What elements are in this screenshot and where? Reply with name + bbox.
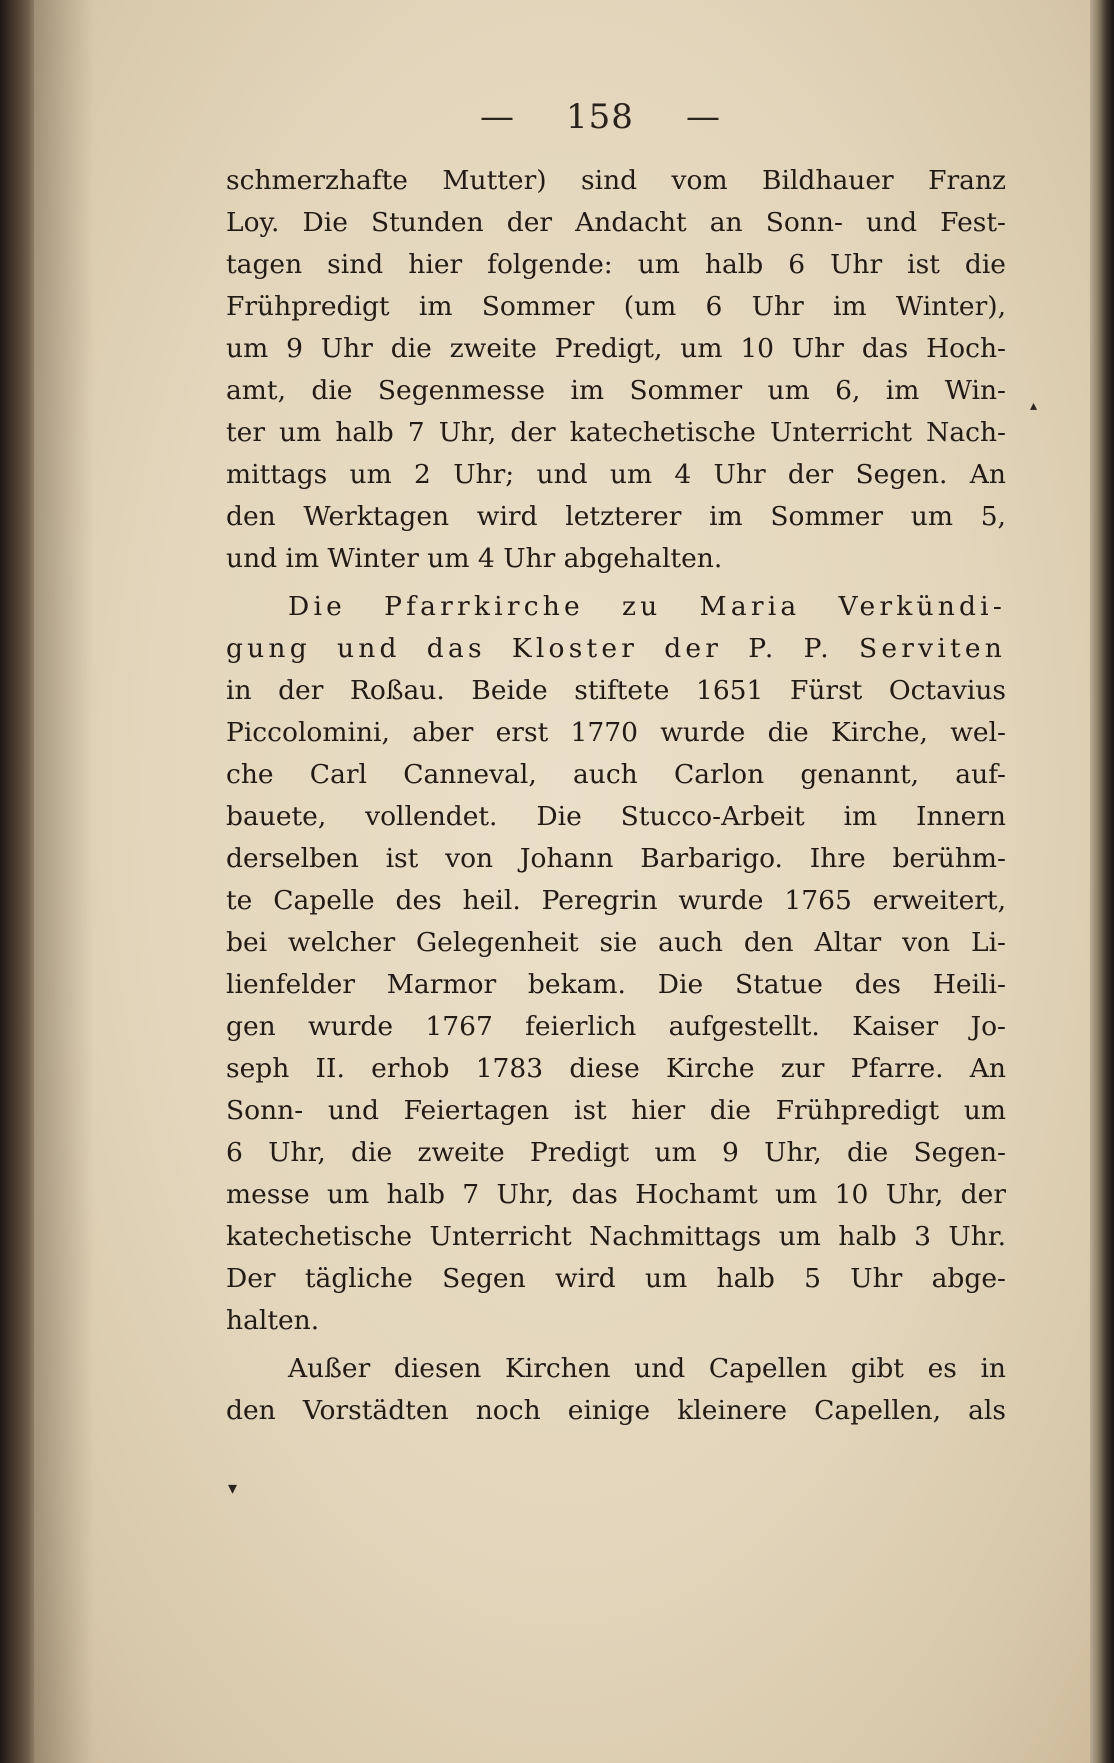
text-line: Der tägliche Segen wird um halb 5 Uhr abge-: [226, 1263, 1006, 1294]
gutter-shadow: [34, 0, 94, 1763]
text-line: den Vorstädten noch einige kleinere Capellen, als: [226, 1395, 1006, 1426]
text-line: Frühpredigt im Sommer (um 6 Uhr im Winter),: [226, 291, 1006, 322]
text-line: Außer diesen Kirchen und Capellen gibt es in: [288, 1353, 1006, 1384]
text-line: seph II. erhob 1783 diese Kirche zur Pfarre. An: [226, 1053, 1006, 1084]
text-line: den Werktagen wird letzterer im Sommer um 5,: [226, 501, 1006, 532]
text-line: mittags um 2 Uhr; und um 4 Uhr der Segen. An: [226, 459, 1006, 490]
text-line: halten.: [226, 1305, 320, 1336]
paragraph-2: [226, 586, 1006, 1342]
text-line: um 9 Uhr die zweite Predigt, um 10 Uhr das Hoch-: [226, 333, 1006, 364]
text-line: gen wurde 1767 feierlich aufgestellt. Kaiser Jo-: [226, 1011, 1006, 1042]
text-line: und im Winter um 4 Uhr abgehalten.: [226, 543, 723, 574]
text-line: in der Roßau. Beide stiftete 1651 Fürst Octavius: [226, 675, 1006, 706]
text-line: te Capelle des heil. Peregrin wurde 1765 erweitert,: [226, 885, 1006, 916]
text-line: Die Pfarrkirche zu Maria Verkündi-: [288, 591, 1006, 622]
text-line: gung und das Kloster der P. P. Serviten: [226, 633, 1006, 664]
text-line: Sonn- und Feiertagen ist hier die Frühpredigt um: [226, 1095, 1006, 1126]
text-line: ter um halb 7 Uhr, der katechetische Unterricht Nach-: [226, 417, 1006, 448]
header-dash-right: —: [686, 97, 720, 137]
text-line: che Carl Canneval, auch Carlon genannt, auf-: [226, 759, 1006, 790]
body-text: [226, 160, 1006, 1432]
paragraph-3: [226, 1348, 1006, 1432]
paragraph-1: [226, 160, 1006, 580]
text-line: bauete, vollendet. Die Stucco-Arbeit im Innern: [226, 801, 1006, 832]
page-header: [480, 92, 720, 142]
text-line: schmerzhafte Mutter) sind vom Bildhauer Franz: [226, 165, 1006, 196]
text-line: derselben ist von Johann Barbarigo. Ihre berühm-: [226, 843, 1006, 874]
text-line: Piccolomini, aber erst 1770 wurde die Kirche, wel-: [226, 717, 1006, 748]
book-spine-edge: [0, 0, 34, 1763]
text-line: 6 Uhr, die zweite Predigt um 9 Uhr, die Segen-: [226, 1137, 1006, 1168]
text-line: Loy. Die Stunden der Andacht an Sonn- und Fest-: [226, 207, 1006, 238]
print-speck-mark: ▴: [1030, 398, 1038, 414]
text-line: lienfelder Marmor bekam. Die Statue des Heili-: [226, 969, 1006, 1000]
text-line: messe um halb 7 Uhr, das Hochamt um 10 Uhr, der: [226, 1179, 1006, 1210]
header-dash-left: —: [480, 97, 514, 137]
text-line: amt, die Segenmesse im Sommer um 6, im Win-: [226, 375, 1006, 406]
text-line: bei welcher Gelegenheit sie auch den Altar von Li-: [226, 927, 1006, 958]
page-number: 158: [566, 97, 634, 137]
text-line: tagen sind hier folgende: um halb 6 Uhr ist die: [226, 249, 1006, 280]
text-line: katechetische Unterricht Nachmittags um halb 3 Uhr.: [226, 1221, 1006, 1252]
print-speck-mark: ▾: [228, 1478, 238, 1499]
page-edge-right: [1090, 0, 1114, 1763]
